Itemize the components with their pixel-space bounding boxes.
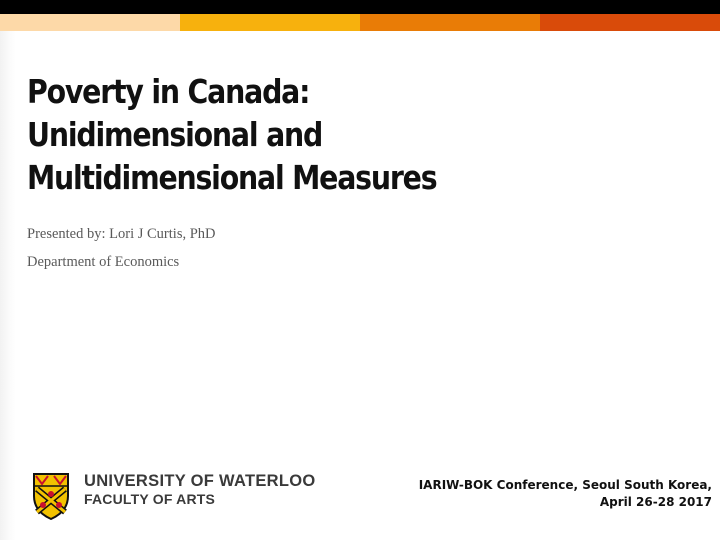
university-logo bbox=[32, 472, 316, 524]
department-text: Department of Economics bbox=[27, 254, 180, 270]
faculty-name: FACULTY OF ARTS bbox=[84, 491, 216, 507]
color-strip-segment-2 bbox=[180, 14, 360, 31]
slide-title bbox=[27, 70, 543, 199]
logo-wordmark bbox=[84, 472, 316, 508]
color-strip-segment-4 bbox=[540, 14, 720, 31]
presenter-text: Presented by: Lori J Curtis, PhD bbox=[27, 226, 216, 242]
conference-line-1: IARIW-BOK Conference, Seoul South Korea, bbox=[418, 478, 712, 492]
slide-title-line-3: Multidimensional Measures bbox=[27, 158, 437, 197]
conference-line-2: April 26-28 2017 bbox=[599, 495, 712, 509]
color-strip-segment-3 bbox=[360, 14, 540, 31]
color-strip-segment-1 bbox=[0, 14, 180, 31]
color-strip bbox=[0, 14, 720, 31]
university-crest-icon bbox=[32, 472, 70, 520]
slide-title-line-2: Unidimensional and bbox=[27, 115, 323, 154]
left-edge-shade bbox=[0, 31, 16, 540]
conference-info bbox=[419, 477, 712, 511]
slide-title-line-1: Poverty in Canada: bbox=[27, 72, 310, 111]
university-name: UNIVERSITY OF WATERLOO bbox=[84, 472, 316, 490]
top-black-bar bbox=[0, 0, 720, 14]
